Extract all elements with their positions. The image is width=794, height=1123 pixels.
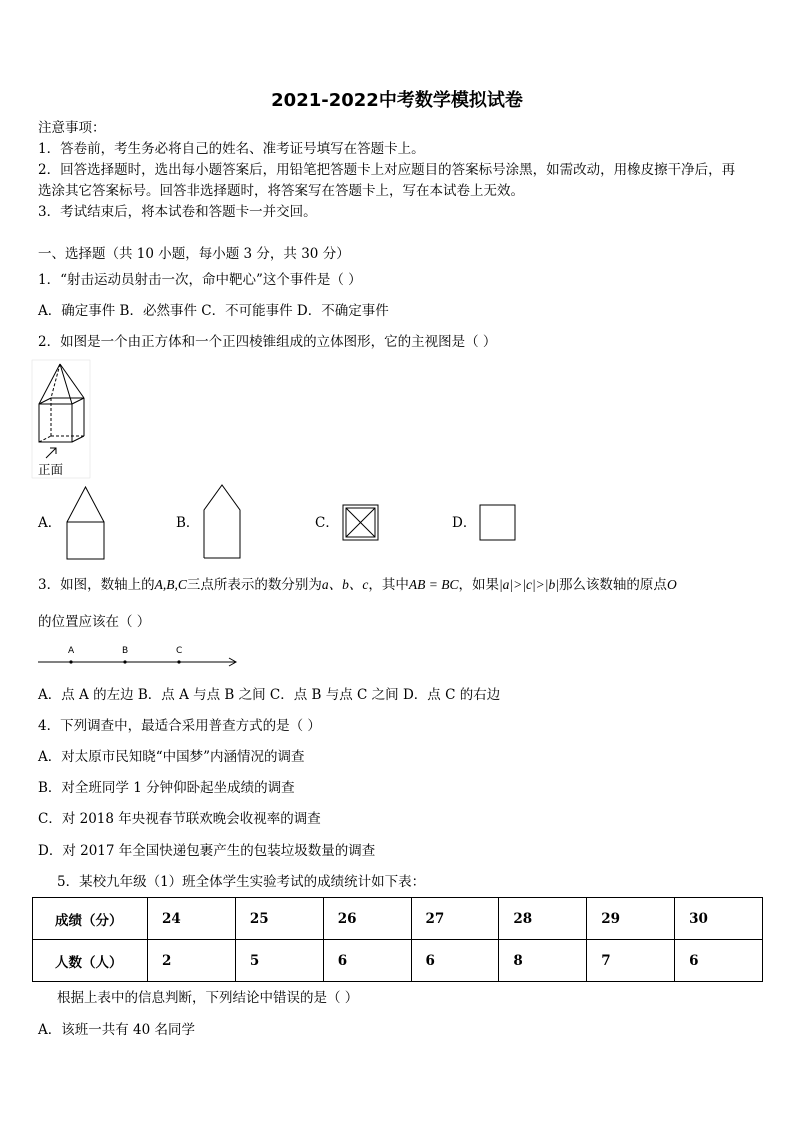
table-cell: 7	[587, 940, 675, 982]
q5-score-table	[32, 897, 763, 982]
table-cell: 5	[235, 940, 323, 982]
table-cell: 6	[675, 940, 763, 982]
table-cell: 26	[323, 898, 411, 940]
q3-stem-mid2: ，其中	[368, 577, 409, 593]
q2-stem: 2．如图是一个由正方体和一个正四棱锥组成的立体图形，它的主视图是（ ）	[38, 334, 497, 350]
table-cell: 2	[148, 940, 236, 982]
q3-stem-line2: 的位置应该在（ ）	[38, 614, 151, 630]
q4-option-b: B．对全班同学 1 分钟仰卧起坐成绩的调查	[38, 780, 295, 796]
q4-option-a: A．对太原市民知晓“中国梦”内涵情况的调查	[38, 749, 305, 765]
q2-option-a-figure	[66, 486, 106, 561]
q3-origin: O	[666, 577, 677, 592]
notice-item-1: 1．答卷前，考生务必将自己的姓名、准考证号填写在答题卡上。	[38, 141, 425, 157]
table-cell: 24	[148, 898, 236, 940]
table-cell: 6	[323, 940, 411, 982]
q2-option-c-figure	[342, 504, 380, 542]
table-cell: 6	[411, 940, 499, 982]
notice-heading: 注意事项：	[38, 120, 106, 136]
q1-stem: 1．“射击运动员射击一次，命中靶心”这个事件是（ ）	[38, 272, 362, 288]
q3-abs-condition: |a|>|c|>|b|	[498, 577, 559, 592]
q2-option-b-figure	[203, 484, 243, 560]
q4-stem: 4．下列调查中，最适合采用普查方式的是（ ）	[38, 718, 321, 734]
q3-axis-label-a: A	[68, 646, 75, 656]
page-title: 2021-2022中考数学模拟试卷	[271, 90, 523, 111]
table-row	[33, 898, 763, 940]
q4-option-c: C．对 2018 年央视春节联欢晚会收视率的调查	[38, 811, 321, 827]
q3-axis-label-c: C	[176, 646, 183, 656]
q3-stem-post: 那么该数轴的原点	[558, 577, 667, 593]
q2-option-a-label: A．	[38, 515, 62, 531]
table-cell: 29	[587, 898, 675, 940]
q1-options: A．确定事件 B．必然事件 C．不可能事件 D．不确定事件	[38, 303, 389, 319]
table-row	[33, 940, 763, 982]
table-cell: 25	[235, 898, 323, 940]
notice-item-2a: 2．回答选择题时，选出每小题答案后，用铅笔把答题卡上对应题目的答案标号涂黑，如需改动，用橡皮擦干净后，再	[38, 162, 736, 178]
table-row-header: 成绩（分）	[33, 898, 148, 940]
q3-stem-line1	[38, 574, 677, 596]
table-cell: 27	[411, 898, 499, 940]
q5-option-a: A．该班一共有 40 名同学	[38, 1022, 196, 1038]
table-cell: 30	[675, 898, 763, 940]
table-row-header: 人数（人）	[33, 940, 148, 982]
q3-axis-label-b: B	[122, 646, 129, 656]
q2-option-d-label: D．	[452, 515, 477, 531]
q4-option-d: D．对 2017 年全国快递包裹产生的包装垃圾数量的调查	[38, 843, 376, 859]
q3-values: a、b、c	[321, 577, 369, 592]
q3-points: A,B,C	[154, 577, 187, 592]
q2-option-c-label: C．	[315, 515, 339, 531]
table-cell: 8	[499, 940, 587, 982]
notice-item-2b: 选涂其它答案标号。回答非选择题时，将答案写在答题卡上，写在本试卷上无效。	[38, 183, 524, 199]
section-heading: 一、选择题（共 10 小题，每小题 3 分，共 30 分）	[38, 246, 350, 262]
q3-condition: AB = BC	[408, 577, 459, 592]
q3-options: A．点 A 的左边 B．点 A 与点 B 之间 C．点 B 与点 C 之间 D．点 C 的右边	[38, 687, 501, 703]
q3-stem-mid: 三点所表示的数分别为	[186, 577, 322, 593]
q2-option-b-label: B．	[176, 515, 200, 531]
q3-stem-mid3: ，如果	[458, 577, 499, 593]
q3-stem-pre: 3．如图，数轴上的	[38, 577, 155, 593]
notice-item-3: 3．考试结束后，将本试卷和答题卡一并交回。	[38, 204, 317, 220]
q5-follow: 根据上表中的信息判断，下列结论中错误的是（ ）	[57, 990, 359, 1006]
table-cell: 28	[499, 898, 587, 940]
q5-stem: 5．某校九年级（1）班全体学生实验考试的成绩统计如下表：	[57, 874, 426, 890]
q2-front-label: 正面	[38, 462, 64, 477]
q2-option-d-figure	[479, 504, 517, 542]
